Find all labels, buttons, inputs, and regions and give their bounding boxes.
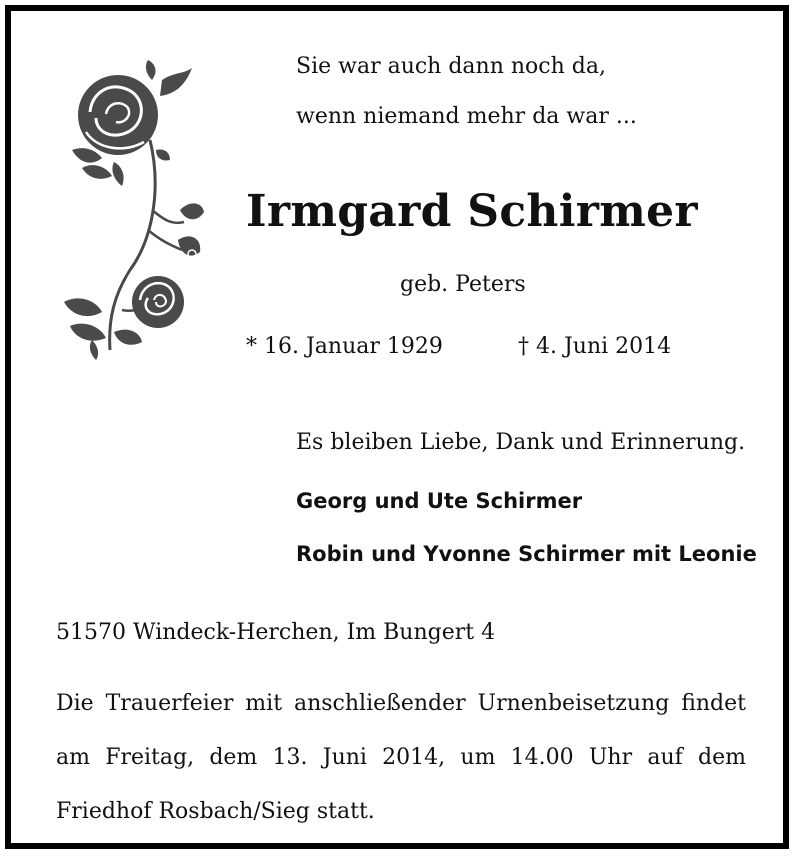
- address: 51570 Windeck-Herchen, Im Bungert 4: [56, 620, 496, 645]
- quote-line-1: Sie war auch dann noch da,: [296, 54, 606, 79]
- birth-date: * 16. Januar 1929: [246, 334, 443, 359]
- closing-line: Es bleiben Liebe, Dank und Erinnerung.: [296, 430, 746, 455]
- death-date: † 4. Juni 2014: [518, 334, 672, 359]
- mourner-line: Robin und Yvonne Schirmer mit Leonie: [296, 542, 757, 566]
- mourner-line: Georg und Ute Schirmer: [296, 489, 583, 513]
- quote-line-2: wenn niemand mehr da war ...: [296, 104, 637, 129]
- birth-name: geb. Peters: [400, 272, 526, 297]
- deceased-name: Irmgard Schirmer: [246, 186, 698, 237]
- rose-icon: [52, 50, 212, 360]
- funeral-details: Die Trauerfeier mit anschließender Urnenbeisetzung findet am Freitag, dem 13. Juni 2014, um 14.00 Uhr auf dem Friedhof Rosbach/Sieg statt.: [56, 691, 746, 824]
